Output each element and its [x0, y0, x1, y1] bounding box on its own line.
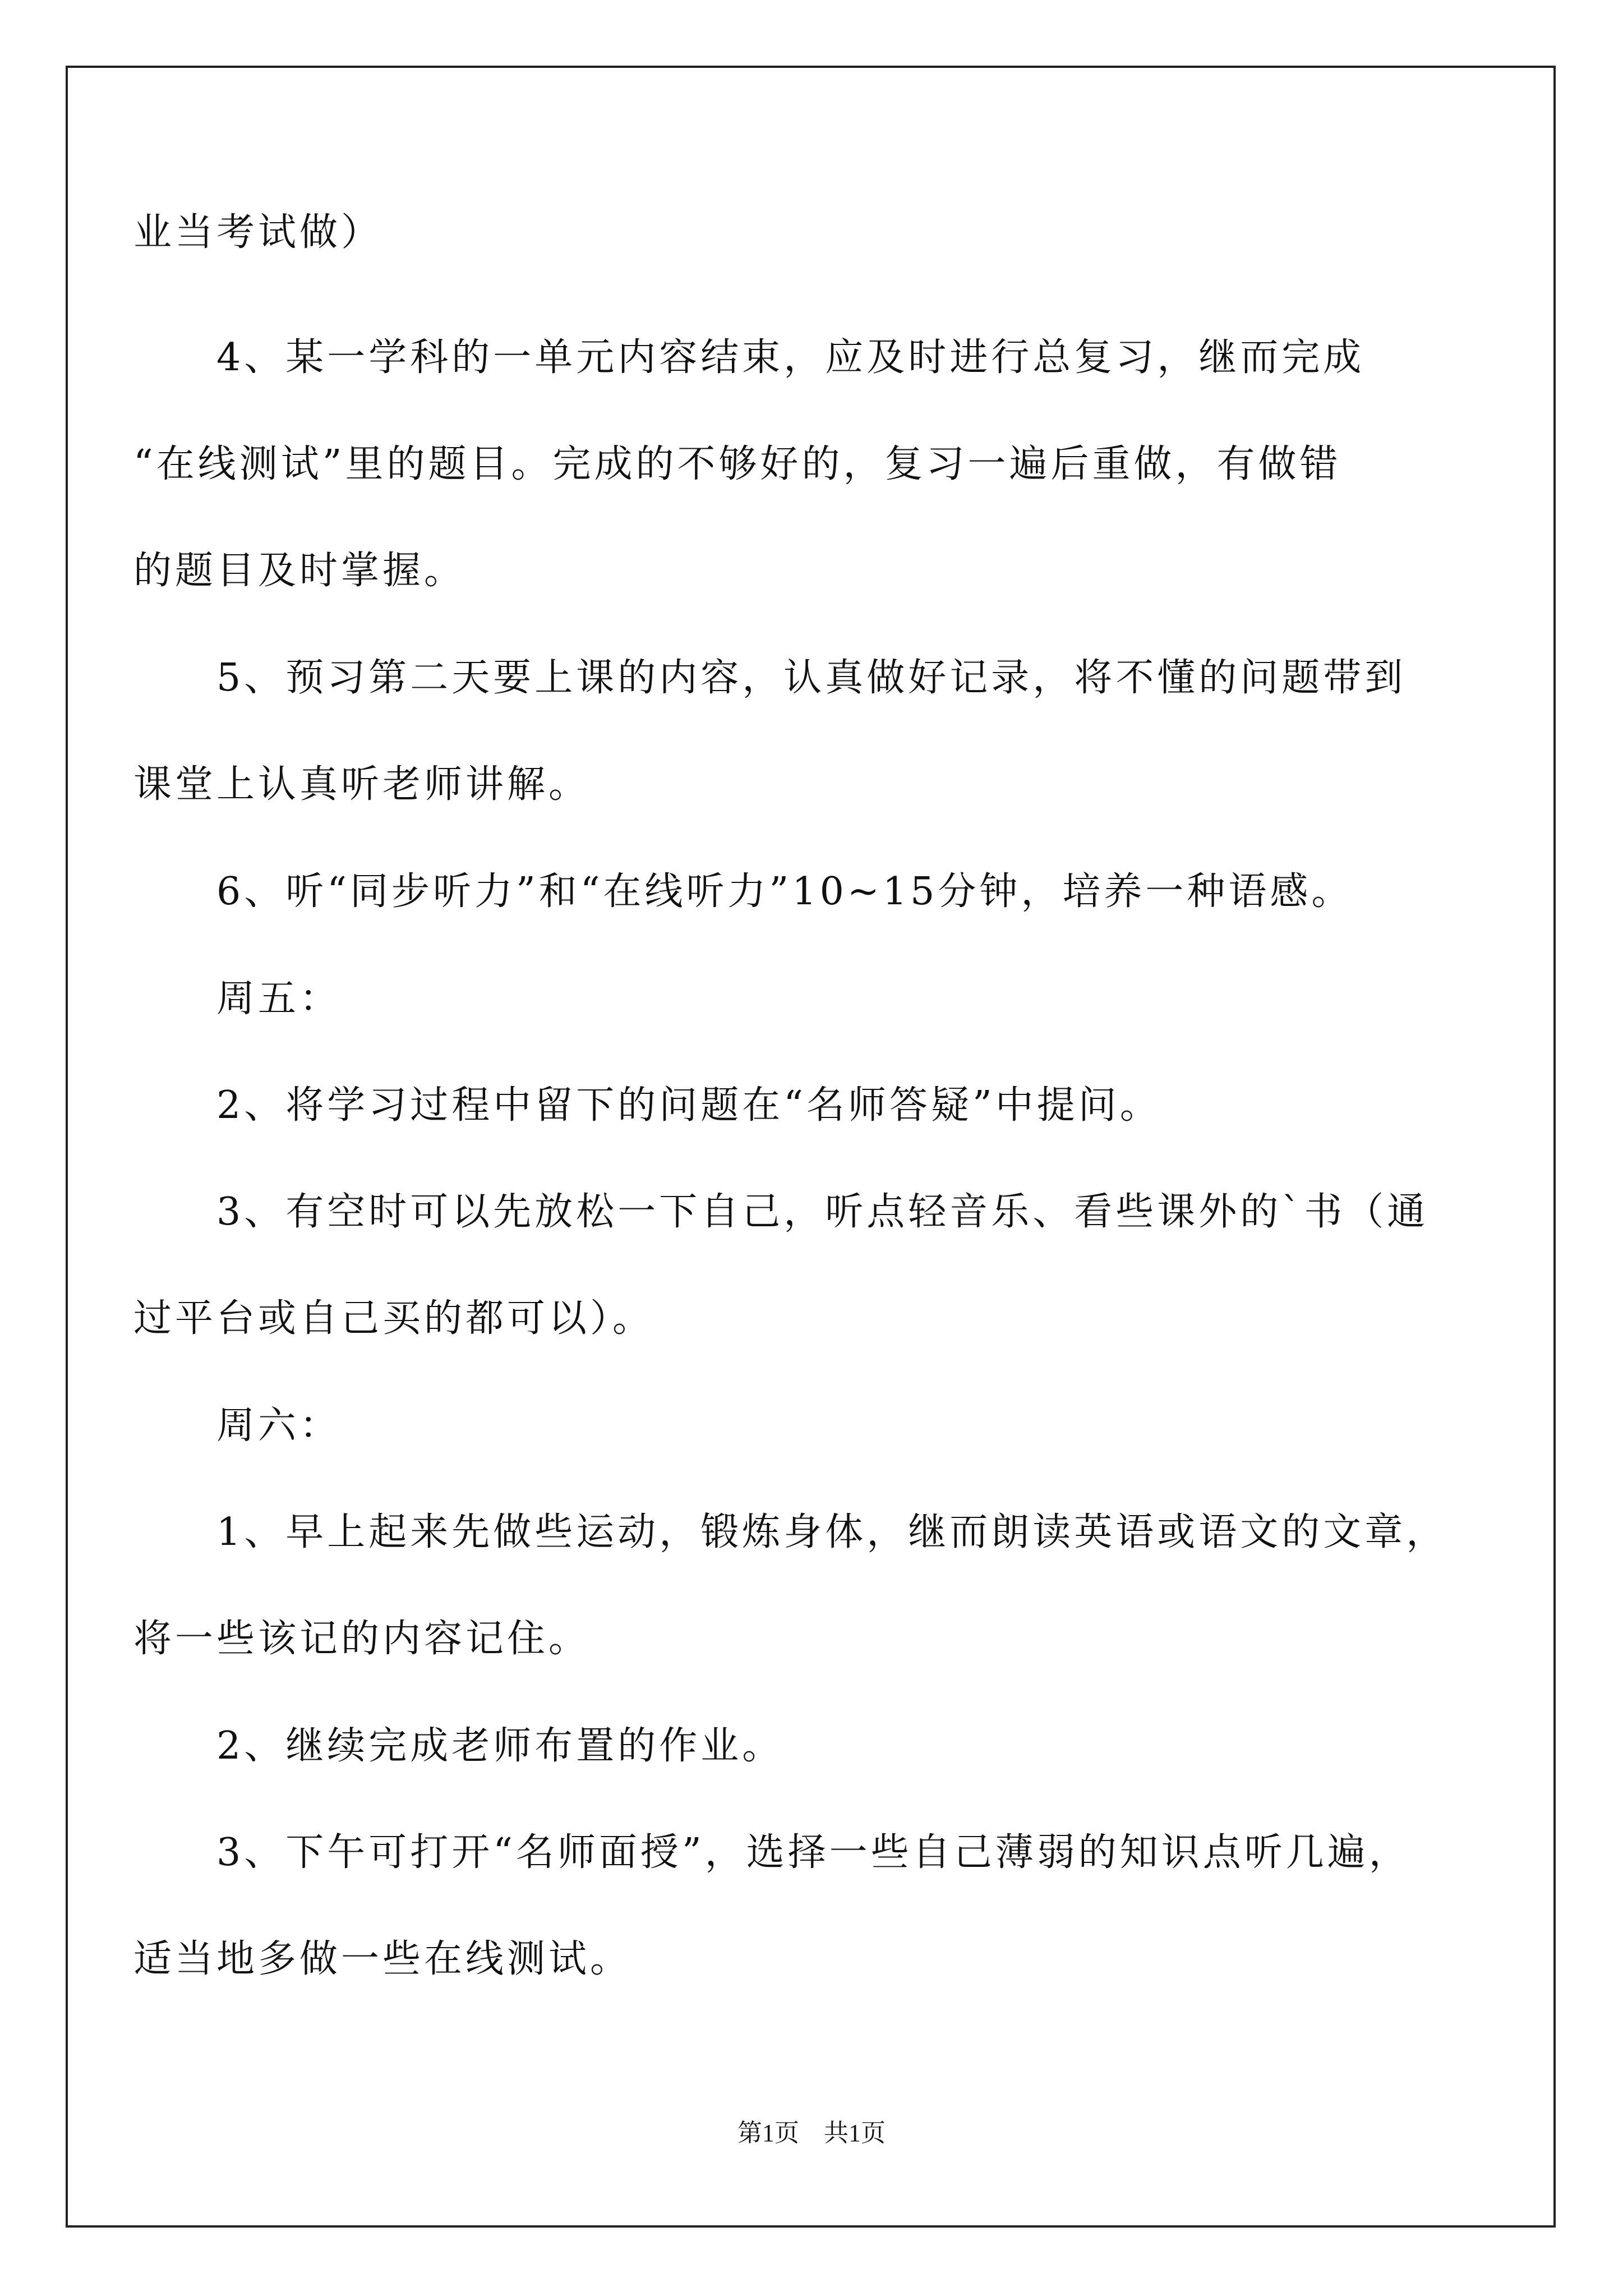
text-line: 的题目及时掌握。	[133, 549, 466, 593]
paragraph	[133, 1083, 1436, 1128]
text-line: 6、听“同步听力”和“在线听力”10~15分钟，培养一种语感。	[133, 869, 1353, 914]
text-line: 过平台或自己买的都可以）。	[133, 1296, 654, 1341]
text-line: 适当地多做一些在线测试。	[133, 1937, 632, 1981]
paragraph	[133, 210, 1436, 255]
paragraph	[133, 977, 1436, 1021]
paragraph	[133, 1510, 1448, 1661]
text-line: 2、将学习过程中留下的问题在“名师答疑”中提问。	[133, 1083, 1161, 1128]
paragraph	[133, 1830, 1436, 1981]
text-line: 2、继续完成老师布置的作业。	[133, 1724, 784, 1768]
paragraph	[133, 656, 1436, 807]
text-line: 5、预习第二天要上课的内容，认真做好记录，将不懂的问题带到	[133, 656, 1407, 700]
text-line: 周五：	[133, 977, 342, 1021]
paragraph	[133, 335, 1436, 593]
text-line: 3、有空时可以先放松一下自己，听点轻音乐、看些课外的`书（通	[133, 1190, 1429, 1234]
paragraph	[133, 1190, 1436, 1341]
text-line: 3、下午可打开“名师面授”，选择一些自己薄弱的知识点听几遍，	[133, 1830, 1410, 1875]
paragraph	[133, 1404, 1436, 1448]
text-line: 周六：	[133, 1404, 342, 1448]
text-line: 将一些该记的内容记住。	[133, 1617, 591, 1661]
text-line: 课堂上认真听老师讲解。	[133, 762, 591, 807]
text-line: 1、早上起来先做些运动，锻炼身体，继而朗读英语或语文的文章，	[133, 1510, 1448, 1554]
paragraph	[133, 869, 1436, 914]
text-line: 业当考试做）	[133, 210, 383, 255]
page-footer: 第1页 共1页	[737, 2119, 886, 2147]
paragraph	[133, 1724, 1436, 1768]
text-line: “在线测试”里的题目。完成的不够好的，复习一遍后重做，有做错	[133, 442, 1341, 486]
text-line: 4、某一学科的一单元内容结束，应及时进行总复习，继而完成	[133, 335, 1365, 380]
